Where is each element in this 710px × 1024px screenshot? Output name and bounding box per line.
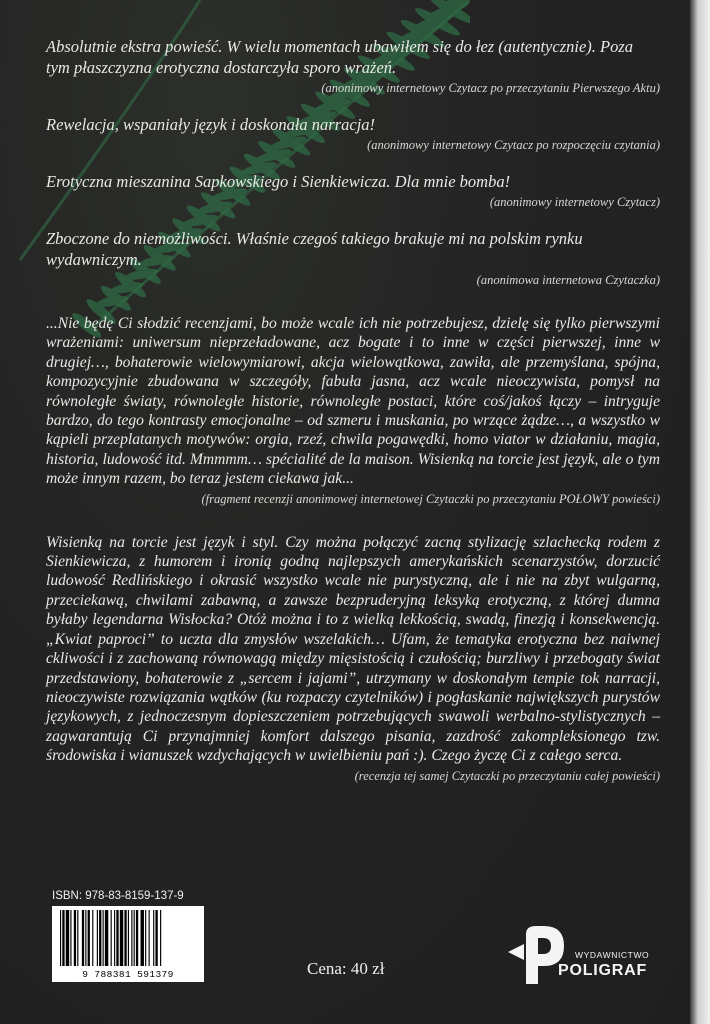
quote-attribution: (anonimowy internetowy Czytacz po przeczytaniu Pierwszego Aktu): [321, 81, 660, 95]
quote-attribution: (anonimowy internetowy Czytacz po rozpoczęciu czytania): [367, 138, 660, 152]
barcode-bar: [88, 910, 90, 966]
barcode-bar: [145, 910, 146, 966]
barcode-digits: 9 788381 591379: [82, 969, 174, 980]
barcode-bar: [120, 910, 123, 966]
barcode-bar: [160, 910, 161, 966]
barcode-bar: [85, 910, 86, 966]
cover-edge: [690, 0, 710, 1024]
barcode-bar: [97, 910, 98, 966]
quote-4: [46, 228, 660, 288]
publisher-name: POLIGRAF: [558, 962, 648, 979]
quote-attribution: (anonimowy internetowy Czytacz): [489, 195, 660, 209]
barcode-bar: [155, 910, 157, 966]
barcode-bar: [70, 910, 71, 966]
quote-text: Absolutnie ekstra powieść. W wielu momentach ubawiłem się do łez (autentycznie). Poza tym płaszczyzna erotyczna dostarczyła sporo wrażeń.: [46, 37, 634, 77]
quote-attribution: (anonimowa internetowa Czytaczka): [476, 273, 660, 287]
barcode-bars: [52, 906, 204, 968]
barcode-bar: [134, 910, 135, 966]
barcode-bar: [60, 910, 61, 966]
review-full: [46, 533, 660, 784]
review-fragment-attribution: (fragment recenzji anonimowej internetowej Czytaczki po przeczytaniu POŁOWY powieści): [201, 491, 660, 506]
barcode-bar: [92, 910, 93, 966]
barcode-bar: [77, 910, 78, 966]
barcode-bar: [114, 910, 115, 966]
review-full-attribution: (recenzja tej samej Czytaczki po przeczytaniu całej powieści): [354, 768, 660, 783]
price-label: Cena: 40 zł: [307, 959, 385, 978]
quote-text: Zboczone do niemożliwości. Właśnie czegoś takiego brakuje mi na polskim rynku wydawniczym.: [46, 229, 583, 269]
barcode-bar: [149, 910, 150, 966]
barcode-bar: [136, 910, 138, 966]
quote-text: Rewelacja, wspaniały język i doskonała narracja!: [46, 115, 376, 134]
barcode-bar: [74, 910, 76, 966]
barcode-bar: [124, 910, 126, 966]
barcode-bar: [141, 910, 144, 966]
isbn-label: ISBN: 978-83-8159-137-9: [52, 890, 184, 902]
barcode-bar: [103, 910, 104, 966]
barcode-bar: [99, 910, 101, 966]
poligraf-p-icon: [506, 922, 566, 986]
quote-1: [46, 36, 660, 96]
back-cover-text: [46, 36, 660, 802]
isbn-barcode: [52, 906, 204, 982]
barcode-bar: [66, 910, 69, 966]
barcode-bar: [131, 910, 132, 966]
quote-text: Erotyczna mieszanina Sapkowskiego i Sienkiewicza. Dla mnie bomba!: [46, 172, 511, 191]
barcode-bar: [105, 910, 108, 966]
publisher-small-label: WYDAWNICTWO: [575, 950, 650, 960]
barcode-bar: [128, 910, 129, 966]
barcode-bar: [62, 910, 64, 966]
barcode-bar: [153, 910, 154, 966]
barcode-bar: [82, 910, 84, 966]
barcode-bar: [116, 910, 118, 966]
review-fragment: [46, 314, 660, 507]
publisher-logo: [506, 922, 656, 986]
review-full-text: Wisienką na torcie jest język i styl. Czy można połączyć zacną stylizację szlachecką rodem z Sienkiewicza, z humorem i ironią godną najlepszych amerykańskich scenarzystów, dorzucić ludowość Redlińskiego i okrasić wszystko wcale nie purystyczną, ale i nie na zbyt wulgarną, przeciekawą, chwilami zabawną, a zawsze bezpruderyjną leksyką erotyczną, z której dumna byłaby legendarna Wisłocka? Otóż można i to z wielką lekkością, swadą, finezją i konsekwencją. „Kwiat paproci” to uczta dla zmysłów wszelakich… Ufam, że tematyka erotyczna bez naiwnej ckliwości i z zachowaną równowagą między mięsistością i czułością; burzliwy i przebogaty świat przedstawiony, bohaterowie z „sercem i jajami”, utrzymany w doskonałym tempie tok narracji, nieoczywiste rozwiązania wątków (ku rozpaczy czytelników) i pogłaskanie największych purystów językowych, z jednoczesnym dopieszczeniem potrzebujących swawoli werbalno-stylistycznych – zagwarantują Ci przynajmniej komfort dalszego pisania, zazdrość zakompleksionego tzw. środowiska i wianuszek wzdychających w uwielbieniu pań :). Czego życzę Ci z całego serca.: [46, 533, 660, 765]
quote-3: [46, 171, 660, 210]
barcode-bar: [111, 910, 112, 966]
quote-2: [46, 114, 660, 153]
review-fragment-text: ...Nie będę Ci słodzić recenzjami, bo może wcale ich nie potrzebujesz, dzielę się tylko pierwszymi wrażeniami: uniwersum nieprzeładowane, acz bogate i to inne w części pierwszej, inne w drugiej…, bohaterowie wielowymiarowi, akcja wielowątkowa, zawiła, ale przemyślana, spójna, kompozycyjnie zbudowana w szczegóły, fabuła jasna, acz wcale nieoczywista, pomysł na równoległe światy, równoległe historie, równoległe postaci, które coś/jakoś łączy – intryguje bardzo, do tego kontrasty emocjonalne – od szmeru i muskania, po wrzące żądze…, a wszystko w kąpieli przeplatanych motywów: orgia, rzeź, chwila pogawędki, homo viator w działaniu, magia, historia, ludowość itd. Mmmmm… spécialité de la maison. Wisienką na torcie jest język, ale o tym może innym razem, bo teraz jestem ciekawa jak...: [46, 315, 660, 488]
